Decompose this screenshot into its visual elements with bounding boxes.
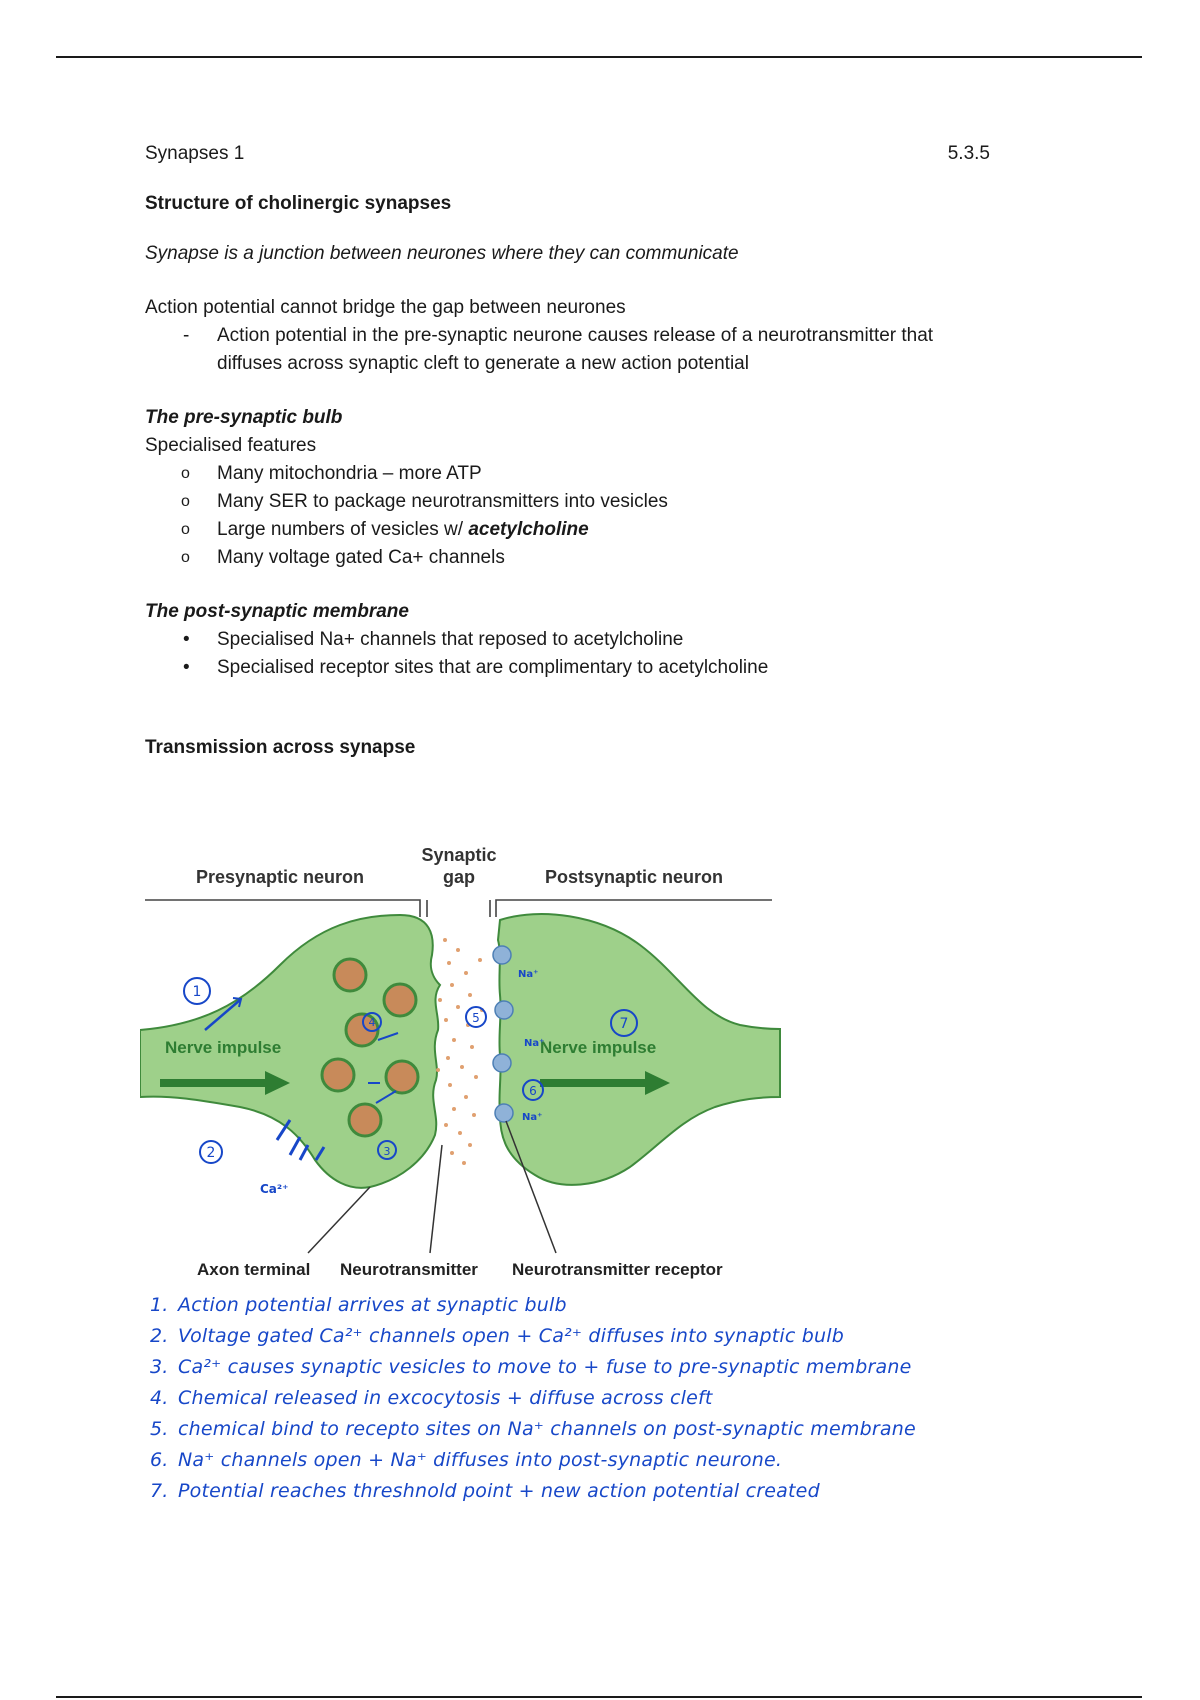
dot-bullet-icon: • xyxy=(183,629,190,650)
note-item xyxy=(150,1383,950,1414)
postsynaptic-label: Postsynaptic neuron xyxy=(544,867,724,887)
structure-heading: Structure of cholinergic synapses xyxy=(145,193,452,214)
axon-leader-line xyxy=(308,1187,370,1253)
step-marker-4: 4 xyxy=(368,1016,376,1029)
gap-label-line2: gap xyxy=(442,867,476,887)
list-item-text: Specialised receptor sites that are complimentary to acetylcholine xyxy=(217,657,769,678)
list-item-text: Many SER to package neurotransmitters into vesicles xyxy=(217,491,668,512)
step-marker-5: 5 xyxy=(472,1011,480,1025)
note-number: 4. xyxy=(150,1387,169,1409)
calcium-ion-label: Ca²⁺ xyxy=(260,1182,289,1196)
step-marker-7: 7 xyxy=(619,1016,629,1032)
step-marker-3: 3 xyxy=(383,1145,391,1158)
step-marker-1: 1 xyxy=(192,984,202,1000)
note-number: 3. xyxy=(150,1356,169,1378)
note-number: 7. xyxy=(150,1480,169,1502)
note-number: 2. xyxy=(150,1325,169,1347)
receptor-label: Neurotransmitter receptor xyxy=(512,1260,723,1279)
document-page xyxy=(145,140,990,784)
list-item-text: Large numbers of vesicles w/ xyxy=(217,519,469,540)
note-item xyxy=(150,1290,950,1321)
note-text: Potential reaches threshnold point + new action potential created xyxy=(178,1480,820,1502)
axon-terminal-label: Axon terminal xyxy=(197,1260,311,1279)
page-header xyxy=(145,140,990,168)
acetylcholine-emphasis: acetylcholine xyxy=(468,519,589,540)
list-item xyxy=(145,322,990,378)
dot-bullet-icon: • xyxy=(183,657,190,678)
note-number: 6. xyxy=(150,1449,169,1471)
gap-bracket xyxy=(427,900,490,917)
section-code: 5.3.5 xyxy=(947,143,990,164)
note-text: Action potential arrives at synaptic bulb xyxy=(178,1294,567,1316)
page-title: Synapses 1 xyxy=(145,143,245,164)
note-number: 5. xyxy=(150,1418,169,1440)
gap-label-line1: Synaptic xyxy=(421,845,497,865)
neurotransmitter-label: Neurotransmitter xyxy=(340,1260,478,1279)
note-item xyxy=(150,1445,950,1476)
presynaptic-bracket xyxy=(145,900,420,917)
note-item xyxy=(150,1414,950,1445)
sodium-ion-label-3: Na⁺ xyxy=(522,1112,543,1123)
pre-synaptic-heading: The pre-synaptic bulb xyxy=(145,407,343,428)
handwritten-notes xyxy=(150,1290,950,1507)
post-synaptic-features xyxy=(145,626,990,682)
nerve-impulse-left-label: Nerve impulse xyxy=(165,1038,282,1057)
list-item-text: Specialised Na+ channels that reposed to acetylcholine xyxy=(217,629,684,650)
note-text: Chemical released in excocytosis + diffuse across cleft xyxy=(178,1387,713,1409)
transmission-heading: Transmission across synapse xyxy=(145,737,416,758)
neurotransmitter-particles xyxy=(436,938,484,1165)
action-potential-list xyxy=(145,322,990,378)
top-rule xyxy=(56,56,1142,58)
list-item xyxy=(145,654,990,682)
circle-bullet-icon: o xyxy=(181,493,190,510)
post-synaptic-heading: The post-synaptic membrane xyxy=(145,601,409,622)
note-text: Na⁺ channels open + Na⁺ diffuses into post-synaptic neurone. xyxy=(178,1449,783,1471)
list-item xyxy=(145,460,990,488)
list-item xyxy=(145,488,990,516)
nerve-impulse-right-label: Nerve impulse xyxy=(540,1038,657,1057)
list-item xyxy=(145,516,990,544)
presynaptic-label: Presynaptic neuron xyxy=(195,867,365,887)
step-marker-2: 2 xyxy=(206,1145,216,1161)
pre-synaptic-features xyxy=(145,460,990,572)
neurotransmitter-leader-line xyxy=(430,1145,442,1253)
synapse-diagram-svg xyxy=(140,815,940,1285)
sodium-ion-label-1: Na⁺ xyxy=(518,969,539,980)
bottom-rule xyxy=(56,1696,1142,1698)
action-potential-statement: Action potential cannot bridge the gap between neurones xyxy=(145,297,626,318)
circle-bullet-icon: o xyxy=(181,549,190,566)
list-item-text: Many mitochondria – more ATP xyxy=(217,463,482,484)
step-marker-6: 6 xyxy=(529,1084,537,1098)
note-item xyxy=(150,1321,950,1352)
note-text: Voltage gated Ca²⁺ channels open + Ca²⁺ diffuses into synaptic bulb xyxy=(178,1325,845,1347)
dash-bullet: - xyxy=(183,325,190,346)
synapse-definition: Synapse is a junction between neurones where they can communicate xyxy=(145,243,739,264)
note-number: 1. xyxy=(150,1294,169,1316)
list-item xyxy=(145,544,990,572)
list-item xyxy=(145,626,990,654)
note-text: Ca²⁺ causes synaptic vesicles to move to + fuse to pre-synaptic membrane xyxy=(178,1356,912,1378)
note-item xyxy=(150,1476,950,1507)
circle-bullet-icon: o xyxy=(181,521,190,538)
note-item xyxy=(150,1352,950,1383)
sodium-ion-label-2: Na⁺ xyxy=(524,1038,545,1049)
circle-bullet-icon: o xyxy=(181,465,190,482)
note-text: chemical bind to recepto sites on Na⁺ channels on post-synaptic membrane xyxy=(178,1418,916,1440)
list-item-text: Many voltage gated Ca+ channels xyxy=(217,547,505,568)
pre-synaptic-subheading: Specialised features xyxy=(145,435,317,456)
list-item-text: Action potential in the pre-synaptic neurone causes release of a neurotransmitter that diffuses across synaptic cleft to generate a new action potential xyxy=(217,325,934,374)
